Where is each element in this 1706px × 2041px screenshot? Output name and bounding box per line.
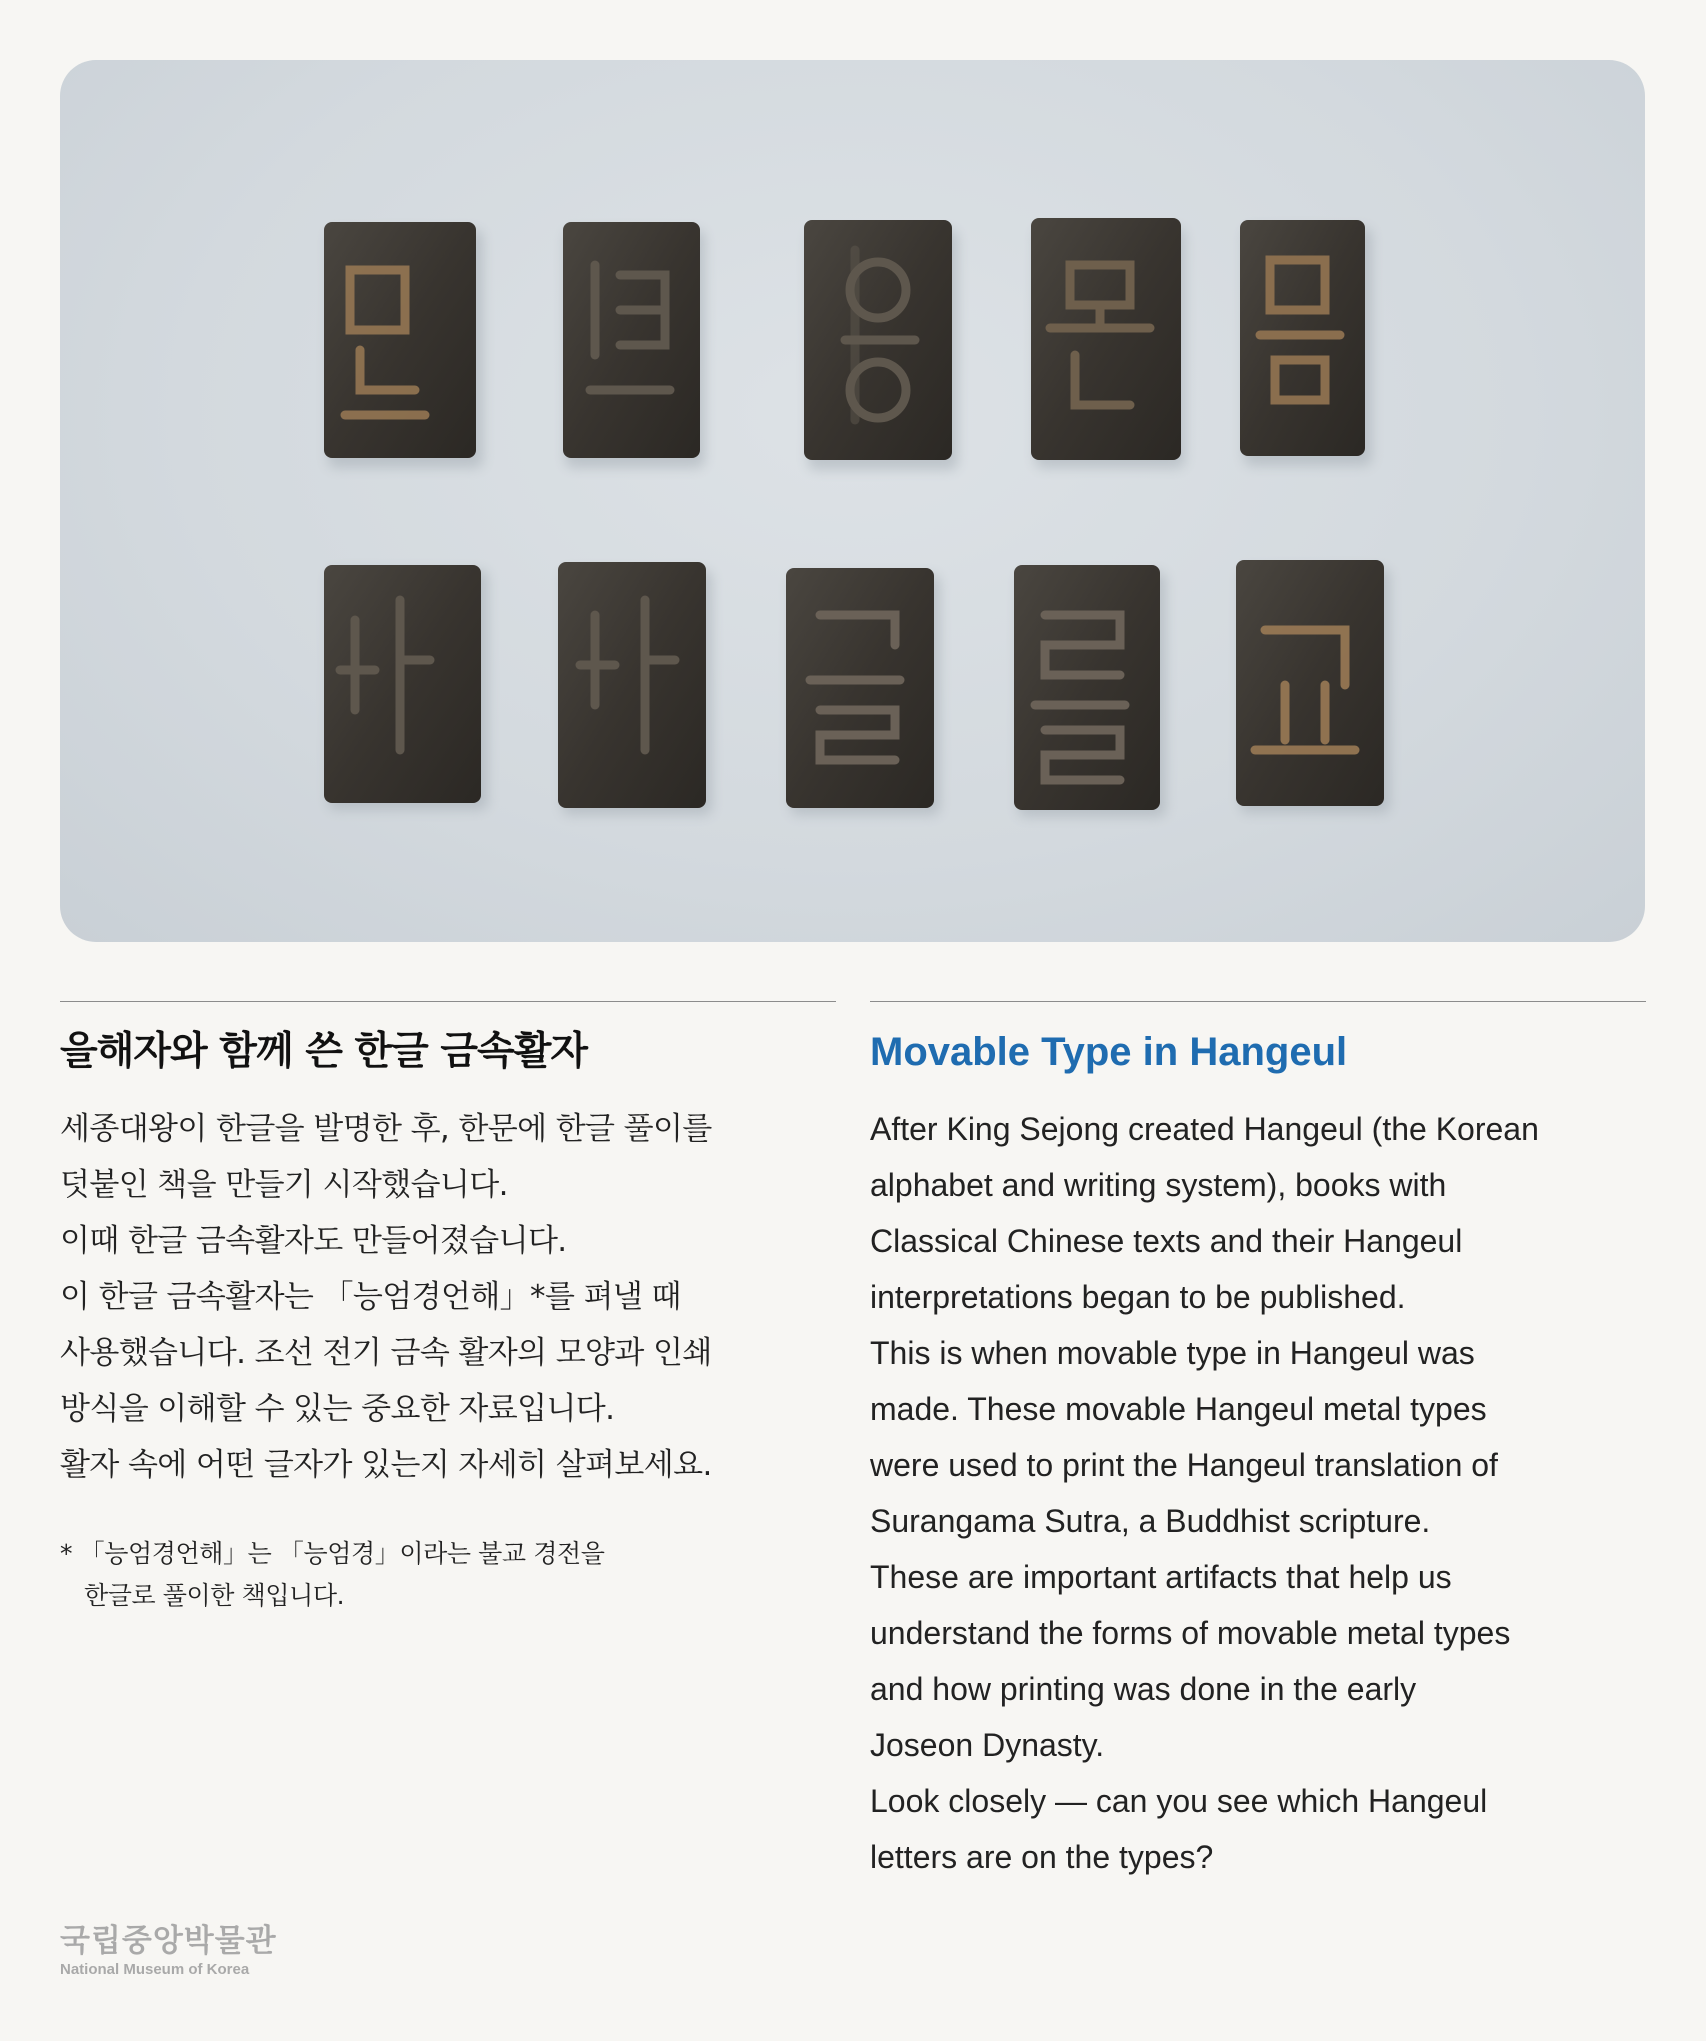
english-body-line: made. These movable Hangeul metal types	[870, 1391, 1487, 1427]
english-body	[870, 1101, 1646, 1885]
english-body-line: Look closely — can you see which Hangeul	[870, 1783, 1488, 1819]
korean-body-line: 활자 속에 어떤 글자가 있는지 자세히 살펴보세요.	[60, 1447, 712, 1483]
footnote-line: * 「능엄경언해」는 「능엄경」이라는 불교 경전을	[60, 1539, 605, 1568]
museum-name-en: National Museum of Korea	[60, 1961, 250, 1978]
metal-type-6	[324, 565, 481, 803]
korean-body-line: 세종대왕이 한글을 발명한 후, 한문에 한글 풀이를	[60, 1111, 712, 1147]
english-body-line: understand the forms of movable metal types	[870, 1615, 1511, 1651]
metal-type-4	[1031, 218, 1181, 460]
metal-type-2	[563, 222, 700, 458]
english-body-line: were used to print the Hangeul translation of	[870, 1447, 1498, 1483]
korean-body-line: 이 한글 금속활자는 「능엄경언해」*를 펴낼 때	[60, 1279, 681, 1315]
metal-type-7	[558, 562, 706, 808]
korean-footnote	[60, 1533, 836, 1617]
korean-body-line: 이때 한글 금속활자도 만들어졌습니다.	[60, 1223, 567, 1259]
english-body-line: and how printing was done in the early	[870, 1671, 1417, 1707]
metal-type-3	[804, 220, 952, 460]
metal-type-8	[786, 568, 934, 808]
english-body-line: alphabet and writing system), books with	[870, 1167, 1447, 1203]
korean-body-line: 덧붙인 책을 만들기 시작했습니다.	[60, 1167, 508, 1203]
metal-type-9	[1014, 565, 1160, 810]
footnote-line: 한글로 풀이한 책입니다.	[84, 1581, 345, 1610]
korean-description	[60, 1001, 836, 1617]
english-body-line: This is when movable type in Hangeul was	[870, 1335, 1475, 1371]
artifact-photo	[60, 60, 1645, 942]
korean-body-line: 사용했습니다. 조선 전기 금속 활자의 모양과 인쇄	[60, 1335, 712, 1371]
english-description	[870, 1001, 1646, 1885]
metal-types-illustration	[60, 60, 1645, 942]
english-body-line: interpretations began to be published.	[870, 1279, 1406, 1315]
korean-body	[60, 1101, 836, 1493]
museum-logo	[60, 1923, 277, 1981]
korean-title: 을해자와 함께 쓴 한글 금속활자	[60, 1029, 588, 1074]
english-body-line: Classical Chinese texts and their Hangeul	[870, 1223, 1463, 1259]
english-body-line: Surangama Sutra, a Buddhist scripture.	[870, 1503, 1431, 1539]
korean-divider	[60, 1001, 836, 1002]
korean-body-line: 방식을 이해할 수 있는 중요한 자료입니다.	[60, 1391, 615, 1427]
metal-type-10	[1236, 560, 1384, 806]
english-body-line: These are important artifacts that help us	[870, 1559, 1452, 1595]
english-title: Movable Type in Hangeul	[870, 1030, 1348, 1074]
metal-type-5	[1240, 220, 1365, 456]
metal-type-1	[324, 222, 476, 458]
museum-name-ko: 국립중앙박물관	[60, 1923, 277, 1959]
english-body-line: After King Sejong created Hangeul (the Korean	[870, 1111, 1539, 1147]
english-body-line: letters are on the types?	[870, 1839, 1214, 1875]
english-body-line: Joseon Dynasty.	[870, 1727, 1105, 1763]
english-divider	[870, 1001, 1646, 1002]
